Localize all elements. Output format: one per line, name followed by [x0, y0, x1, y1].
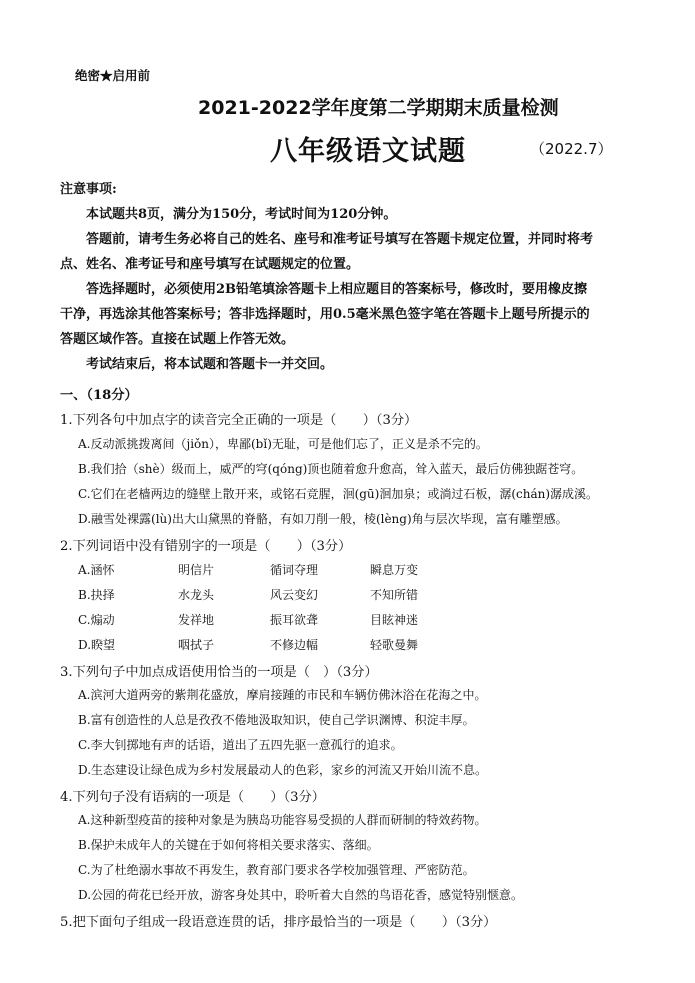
word-cell: 瞬息万变	[370, 563, 419, 577]
word-cell: B.抉择	[78, 588, 115, 602]
notice-line: 干净，再选涂其他答案标号；答非选择题时，用0.5毫米黑色签字笔在答题卡上题号所提示的	[60, 307, 590, 322]
option-c: C.李大钊掷地有声的话语，道出了五四先驱一意孤行的追求。	[78, 738, 403, 752]
word-cell: 轻歌曼舞	[370, 638, 419, 652]
notice-line: 点、姓名、准考证号和座号填写在试题规定的位置。	[60, 257, 360, 272]
word-cell: 咽拭子	[178, 638, 215, 652]
question-stem: 4.下列句子没有语病的一项是（ ）（3分）	[60, 790, 325, 805]
option-c: C.为了杜绝溺水事故不再发生，教育部门要求各学校加强管理、严密防范。	[78, 863, 475, 877]
question-stem: 1.下列各句中加点字的读音完全正确的一项是（ ）（3分）	[60, 413, 418, 428]
section-heading: 一、（18分）	[60, 388, 138, 403]
word-cell: 明信片	[178, 563, 215, 577]
option-c: C.它们在老樯两边的缝壁上散开来，或铭石竞腥，洄(gū)洄加泉；或淌过石板，潺(chán)潺成溪。	[78, 487, 599, 501]
exam-subtitle: 八年级语文试题	[270, 136, 466, 167]
option-a: A.反动派挑拨离间（jiǒn），卑鄙(bǐ)无耻，可是他们忘了，正义是杀不完的。	[78, 437, 488, 451]
notice-line: 本试题共8页，满分为150分，考试时间为120分钟。	[86, 207, 397, 222]
exam-date: （2022.7）	[530, 140, 613, 158]
notice-heading: 注意事项:	[60, 182, 117, 197]
word-cell: 循词夺理	[270, 563, 319, 577]
option-d: D.公园的荷花已经开放，游客身处其中，聆听着大自然的鸟语花香，感觉特别惬意。	[78, 888, 524, 902]
word-cell: 振耳欲聋	[270, 613, 319, 627]
secret-label: 绝密★启用前	[75, 68, 151, 83]
word-cell: D.睽望	[78, 638, 116, 652]
notice-line: 答题前，请考生务必将自己的姓名、座号和准考证号填写在答题卡规定位置，并同时将考	[86, 232, 594, 247]
word-cell: C.煽动	[78, 613, 115, 627]
option-d: D.生态建设让绿色成为乡村发展最动人的色彩，家乡的河流又开始川流不息。	[78, 763, 488, 777]
word-cell: 水龙头	[178, 588, 215, 602]
question-stem: 5.把下面句子组成一段语意连贯的话，排序最恰当的一项是（ ）（3分）	[60, 915, 497, 930]
word-cell: 目眩神迷	[370, 613, 419, 627]
word-cell: 不知所错	[370, 588, 419, 602]
option-a: A.滨河大道两旁的紫荆花盛放，摩肩接踵的市民和车辆仿佛沐浴在花海之中。	[78, 688, 487, 702]
notice-line: 考试结束后，将本试题和答题卡一并交回。	[86, 357, 334, 372]
question-stem: 3.下列句子中加点成语使用恰当的一项是（ ）（3分）	[60, 665, 378, 680]
word-cell: 发祥地	[178, 613, 215, 627]
notice-line: 答选择题时，必须使用2B铅笔填涂答题卡上相应题目的答案标号，修改时，要用橡皮擦	[86, 282, 588, 297]
option-b: B.富有创造性的人总是孜孜不倦地汲取知识，使自己学识渊博、积淀丰厚。	[78, 713, 475, 727]
option-a: A.这种新型疫苗的接种对象是为胰岛功能容易受损的人群而研制的特效药物。	[78, 813, 487, 827]
option-b: B.我们拾（shè）级而上，威严的穹(qóng)顶也随着愈升愈高，耸入蓝天，最后仿佛独踞苍穹。	[78, 462, 584, 476]
word-cell: A.涵怀	[78, 563, 115, 577]
exam-title: 2021-2022学年度第二学期期末质量检测	[198, 97, 559, 119]
notice-line: 答题区域作答。直接在试题上作答无效。	[60, 332, 295, 347]
word-cell: 不修边幅	[270, 638, 319, 652]
option-b: B.保护未成年人的关键在于如何将相关要求落实、落细。	[78, 838, 379, 852]
word-cell: 风云变幻	[270, 588, 319, 602]
question-stem: 2.下列词语中没有错别字的一项是（ ）（3分）	[60, 539, 352, 554]
option-d: D.融雪处裸露(lù)出大山黛黑的脊骼，有如刀削一般，棱(lèng)角与层次毕现，富有雕塑感。	[78, 512, 568, 526]
